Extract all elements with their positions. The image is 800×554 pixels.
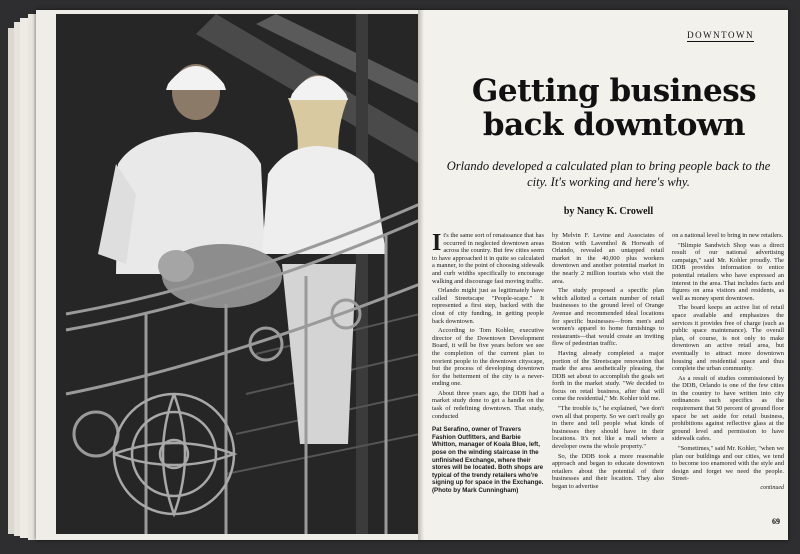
body-paragraph: According to Tom Kohler, executive director of the Downtown Development Board, it will be five years before we see the completion of the current plan to reorient people to the downtown cityscape, but the process of developing downtown for the betterment of the city is a never-ending one. <box>432 327 544 388</box>
byline: by Nancy K. Crowell <box>563 206 654 217</box>
body-column-3 <box>672 232 784 493</box>
body-paragraph: Orlando might just as legitimately have called Streetscape "People-scape." It represented a first step, backed with the clout of city funding, in getting people back downtown. <box>432 287 544 325</box>
staircase-photo <box>56 14 420 534</box>
body-paragraph: The study proposed a specific plan which allotted a certain number of retail businesses to the ground level of Orange Avenue and recommended ideal locations for specific businesses—from men's and women's apparel to home furnishings to restaurants—that would create an inviting flow of pedestrian traffic. <box>552 287 664 348</box>
page-number: 69 <box>772 517 780 526</box>
headline: Getting business back downtown <box>471 73 757 143</box>
left-page <box>36 10 420 540</box>
body-paragraph: Having already completed a major portion of the Streetscape renovation that made the area aesthetically pleasing, the DDB set about to accomplish the goals set forth in the market study. "We decided to focus on retail business, after that will come the residential," Mr. Kohler told me. <box>552 349 664 403</box>
body-paragraph: So, the DDB took a more reasonable approach and began to educate downtown retailers about the potential of their businesses and their location. They also began to advertise <box>552 452 664 490</box>
body-paragraph: on a national level to bring in new retailers. <box>672 232 784 239</box>
drop-cap: I <box>432 230 442 256</box>
body-column-1 <box>432 232 544 497</box>
photo-caption: Pat Serafino, owner of Travers Fashion Outfitters, and Barbie Whitton, manager of Koala Blue, left, pose on the winding staircase in the unfinished Exchange, where their stores will be located. Both shops are typical of the trendy retailers who're signing up for space in the Exchange. (Photo by Mark Cunningham) <box>432 426 544 494</box>
body-paragraph: It's the same sort of renaissance that has occurred in neglected downtown areas across the country. But few cities seem to have approached it in quite so calculated a manner, to the point of choosing sidewalk and curb widths specifically to encourage walking and discourage fast moving traffic. <box>432 230 544 285</box>
body-paragraph: "The trouble is," he explained, "we don't own all that property. So we can't really go in there and tell people what kinds of businesses they should have in their locations. It's not like a mall where a developer owns the whole property." <box>552 405 664 451</box>
body-paragraph: by Melvin F. Levine and Associates of Boston with Laventhol & Horwath of Orlando, revealed an untapped retail market in the 40,000 plus workers downtown and another potential market in the nearly 2 million tourists who visit the area. <box>552 232 664 285</box>
right-page <box>424 10 788 540</box>
continued-label: continued <box>760 485 784 491</box>
body-paragraph: As a result of studies commissioned by the DDB, Orlando is one of the few cities in the country to have written into city ordinances such specifics as the requirement that 50 percent of ground floor space be set aside for retail business, prohibitions against reflective glass at the ground level and permission to have sidewalk cafes. <box>672 374 784 443</box>
body-paragraph: About three years ago, the DDB had a market study done to get a handle on the task of redefining downtown. That study, conducted <box>432 389 544 420</box>
body-paragraph: "Blimpie Sandwich Shop was a direct result of our national advertising campaign," said Mr. Kohler proudly. The DDB provides information to entice potential retailers who have expressed an interest in the area. That includes facts and figures on area visitors and residents, as well as money spent downtown. <box>672 241 784 302</box>
deck: Orlando developed a calculated plan to bring people back to the city. It's working and here's why. <box>446 159 771 189</box>
magazine-spread <box>36 10 788 540</box>
section-label: DOWNTOWN <box>687 30 754 40</box>
body-column-2 <box>552 232 664 493</box>
body-paragraph: The board keeps an active list of retail space available and emphasizes the services it provides free of charge (such as public space maintenance). The overall plan, of course, is not only to make downtown an active retail area, but eventually to attract more downtown housing and residential space and thus complete the urban community. <box>672 304 784 373</box>
photo-illustration <box>56 14 420 534</box>
body-paragraph: "Sometimes," said Mr. Kohler, "when we plan our buildings and our cities, we tend to become too enamored with the style and design and forget we need the people. Street- <box>672 445 784 483</box>
